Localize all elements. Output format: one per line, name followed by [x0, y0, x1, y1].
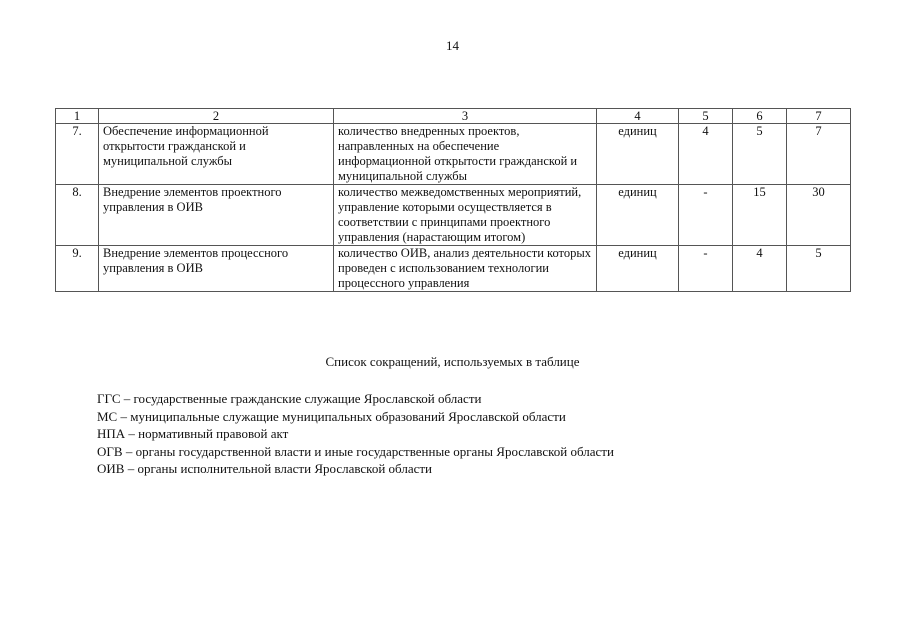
row-value-7: 30 — [787, 185, 851, 246]
abbreviation-item: МС – муниципальные служащие муниципальных образований Ярославской области — [97, 408, 566, 424]
row-value-6: 15 — [733, 185, 787, 246]
row-unit: единиц — [597, 246, 679, 292]
table-header-row — [56, 109, 851, 124]
table-row — [56, 185, 851, 246]
table-row — [56, 124, 851, 185]
row-name: Внедрение элементов проектного управления в ОИВ — [99, 185, 334, 246]
row-indicator: количество внедренных проектов, направленных на обеспечение информационной открытости гражданской и муниципальной службы — [334, 124, 597, 185]
column-header: 6 — [733, 109, 787, 124]
row-value-6: 4 — [733, 246, 787, 292]
indicators-table — [55, 108, 851, 292]
row-value-5: - — [679, 185, 733, 246]
row-unit: единиц — [597, 124, 679, 185]
row-value-5: - — [679, 246, 733, 292]
column-header: 4 — [597, 109, 679, 124]
row-name: Внедрение элементов процессного управления в ОИВ — [99, 246, 334, 292]
abbreviation-item: ОГВ – органы государственной власти и иные государственные органы Ярославской области — [97, 443, 614, 459]
row-indicator: количество ОИВ, анализ деятельности которых проведен с использованием технологии процессного управления — [334, 246, 597, 292]
abbreviations-list — [97, 390, 614, 478]
row-number: 9. — [56, 246, 99, 292]
abbreviation-item: ГГС – государственные гражданские служащие Ярославской области — [97, 391, 482, 406]
row-name: Обеспечение информационной открытости гражданской и муниципальной службы — [99, 124, 334, 185]
row-value-6: 5 — [733, 124, 787, 185]
row-value-5: 4 — [679, 124, 733, 185]
page-number: 14 — [446, 38, 459, 53]
row-value-7: 7 — [787, 124, 851, 185]
row-unit: единиц — [597, 185, 679, 246]
column-header: 7 — [787, 109, 851, 124]
row-number: 7. — [56, 124, 99, 185]
row-number: 8. — [56, 185, 99, 246]
row-value-7: 5 — [787, 246, 851, 292]
column-header: 1 — [56, 109, 99, 124]
abbreviation-item: ОИВ – органы исполнительной власти Ярославской области — [97, 461, 432, 476]
column-header: 5 — [679, 109, 733, 124]
table-row — [56, 246, 851, 292]
column-header: 3 — [334, 109, 597, 124]
abbreviations-title: Список сокращений, используемых в таблице — [325, 354, 580, 369]
abbreviation-item: НПА – нормативный правовой акт — [97, 426, 289, 441]
column-header: 2 — [99, 109, 334, 124]
row-indicator: количество межведомственных мероприятий, управление которыми осуществляется в соответствии с принципами проектного управления (нарастающим итогом) — [334, 185, 597, 246]
